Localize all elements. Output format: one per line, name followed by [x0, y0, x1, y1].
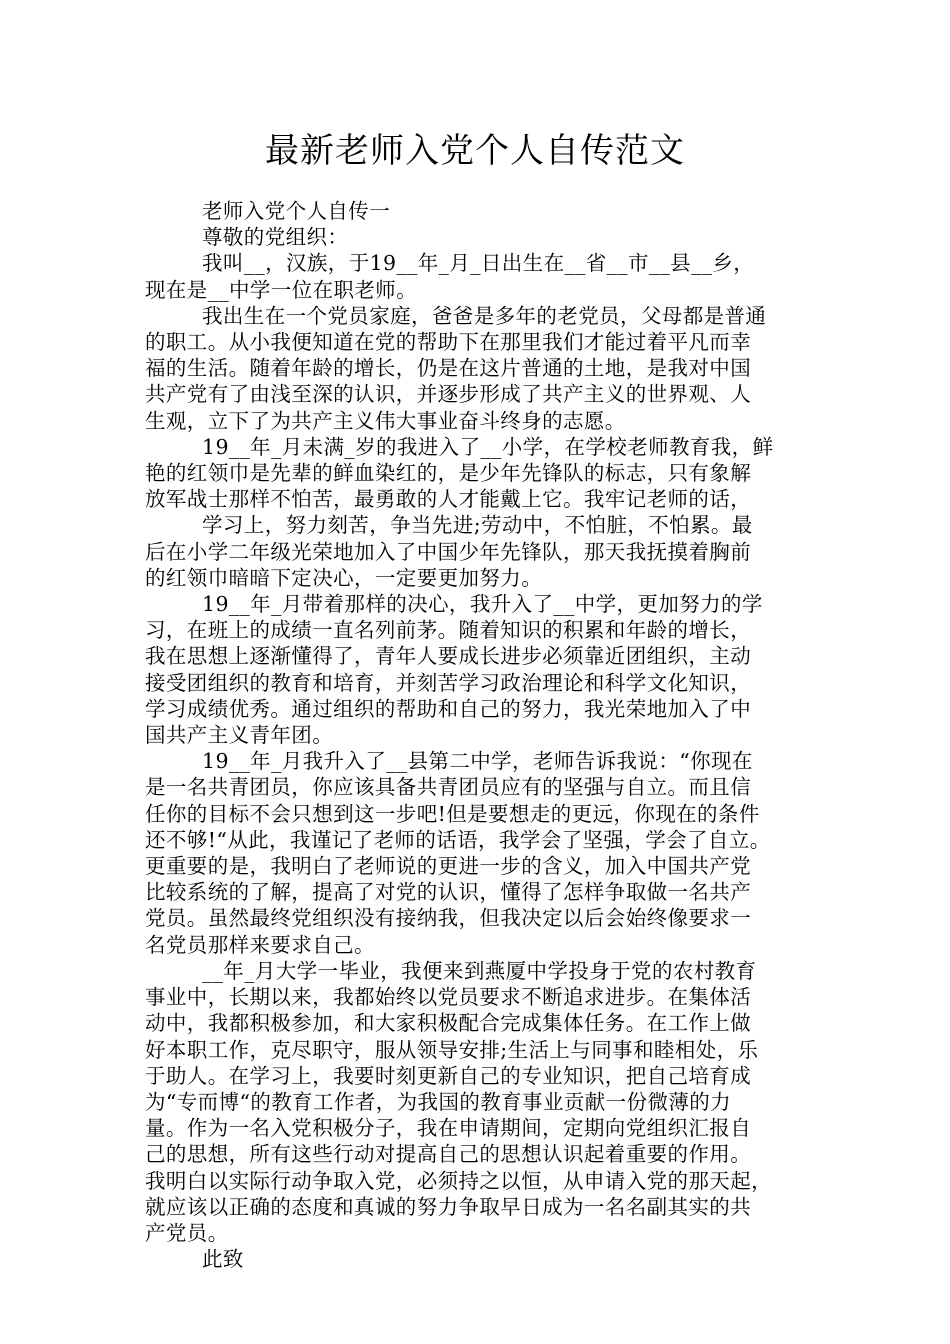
text-line: 现在是__中学一位在职老师。	[145, 277, 418, 302]
text-line: 后在小学二年级光荣地加入了中国少年先锋队，那天我抚摸着胸前	[145, 539, 752, 564]
text-line: 党员。虽然最终党组织没有接纳我，但我决定以后会始终像要求一	[145, 906, 752, 931]
text-line: 19__年_月带着那样的决心，我升入了__中学，更加努力的学	[202, 592, 763, 617]
text-line: 好本职工作，克尽职守，服从领导安排;生活上与同事和睦相处，乐	[145, 1037, 759, 1062]
text-line: 还不够!“从此，我谨记了老师的话语，我学会了坚强，学会了自立。	[145, 827, 771, 852]
text-line: 的职工。从小我便知道在党的帮助下在那里我们才能过着平凡而幸	[145, 330, 752, 355]
text-line: 名党员那样来要求自己。	[145, 932, 375, 957]
text-line: 习，在班上的成绩一直名列前茅。随着知识的积累和年龄的增长，	[145, 618, 752, 643]
text-line: 己的思想，所有这些行动对提高自己的思想认识起着重要的作用。	[145, 1142, 752, 1167]
text-line: 于助人。在学习上，我要时刻更新自己的专业知识，把自己培育成	[145, 1063, 752, 1088]
text-line: 我叫__，汉族，于19__年_月_日出生在__省__市__县__乡，	[202, 251, 755, 276]
text-line: 老师入党个人自传一	[202, 199, 391, 223]
text-line: 共产党有了由浅至深的认识，并逐步形成了共产主义的世界观、人	[145, 382, 752, 407]
text-line: 为“专而博“的教育工作者，为我国的教育事业贡献一份微薄的力	[145, 1089, 732, 1114]
text-line: 福的生活。随着年龄的增长，仍是在这片普通的土地，是我对中国	[145, 356, 752, 381]
text-line: 我明白以实际行动争取入党，必须持之以恒，从申请入党的那天起，	[145, 1168, 772, 1193]
text-line: 更重要的是，我明白了老师说的更进一步的含义，加入中国共产党	[145, 854, 752, 879]
text-line: 尊敬的党组织：	[202, 225, 349, 250]
text-line: 事业中，长期以来，我都始终以党员要求不断追求进步。在集体活	[145, 985, 752, 1010]
text-line: 产党员。	[145, 1220, 229, 1245]
text-line: 量。作为一名入党积极分子，我在申请期间，定期向党组织汇报自	[145, 1116, 752, 1141]
text-line: 艳的红领巾是先辈的鲜血染红的，是少年先锋队的标志，只有象解	[145, 461, 752, 486]
text-line: 就应该以正确的态度和真诚的努力争取早日成为一名名副其实的共	[145, 1194, 752, 1219]
text-line: 是一名共青团员，你应该具备共青团员应有的坚强与自立。而且信	[145, 775, 752, 800]
text-line: 生观，立下了为共产主义伟大事业奋斗终身的志愿。	[145, 408, 626, 433]
text-line: 比较系统的了解，提高了对党的认识，懂得了怎样争取做一名共产	[145, 880, 752, 905]
text-line: 此致	[202, 1247, 244, 1272]
text-line: 国共产主义青年团。	[145, 723, 334, 748]
text-line: 19__年_月我升入了__县第二中学，老师告诉我说：“你现在	[202, 749, 753, 774]
text-line: 学习成绩优秀。通过组织的帮助和自己的努力，我光荣地加入了中	[145, 696, 752, 721]
text-line: 动中，我都积极参加，和大家积极配合完成集体任务。在工作上做	[145, 1011, 752, 1036]
document-body	[145, 198, 813, 1272]
text-line: 我出生在一个党员家庭，爸爸是多年的老党员，父母都是普通	[202, 303, 767, 328]
document-title: 最新老师入党个人自传范文	[265, 131, 685, 171]
text-line: 任你的目标不会只想到这一步吧!但是要想走的更远，你现在的条件	[145, 801, 760, 826]
text-line: __年_月大学一毕业，我便来到燕厦中学投身于党的农村教育	[202, 958, 757, 983]
text-line: 的红领巾暗暗下定决心，一定要更加努力。	[145, 565, 543, 590]
text-line: 学习上，努力刻苦，争当先进;劳动中，不怕脏，不怕累。最	[202, 513, 753, 538]
text-line: 放军战士那样不怕苦，最勇敢的人才能戴上它。我牢记老师的话，	[145, 487, 752, 512]
text-line: 19__年_月未满_岁的我进入了__小学，在学校老师教育我，鲜	[202, 434, 774, 459]
text-line: 接受团组织的教育和培育，并刻苦学习政治理论和科学文化知识，	[145, 670, 752, 695]
text-line: 我在思想上逐渐懂得了，青年人要成长进步必须靠近团组织，主动	[145, 644, 752, 669]
